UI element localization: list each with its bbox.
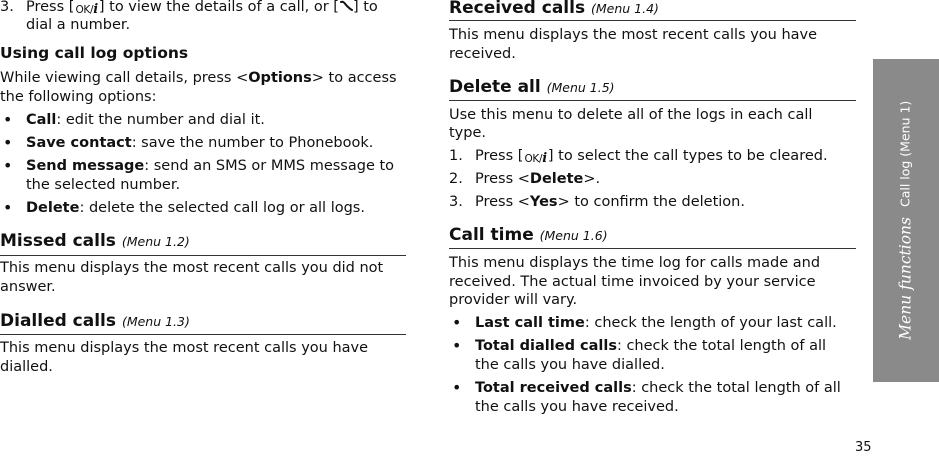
call-time-text-2: received. The actual time invoiced by your service (449, 274, 816, 290)
bullet-icon: • (3, 110, 13, 129)
missed-calls-text-1: This menu displays the most recent calls you did not (0, 260, 384, 276)
bullet-icon: • (452, 313, 462, 332)
ok-key-icon: OK/i (75, 2, 98, 17)
bullet-icon: • (3, 198, 13, 217)
missed-calls-heading: Missed calls (Menu 1.2) (0, 231, 190, 251)
chapter-tab-label (873, 59, 939, 382)
ok-key-icon: OK/i (524, 151, 547, 166)
dialled-calls-heading: Dialled calls (Menu 1.3) (0, 311, 190, 331)
section-divider (0, 255, 406, 256)
call-time-heading: Call time (Menu 1.6) (449, 225, 608, 245)
send-key-icon (339, 0, 353, 12)
delete-all-heading: Delete all (Menu 1.5) (449, 77, 615, 97)
dialled-calls-text-2: dialled. (0, 359, 53, 375)
call-time-text-3: provider will vary. (449, 292, 578, 308)
received-calls-text-1: This menu displays the most recent calls you have (449, 27, 818, 43)
dialled-calls-text-1: This menu displays the most recent calls you have (0, 340, 369, 356)
section-divider (449, 20, 856, 21)
options-heading: Using call log options (0, 44, 189, 62)
options-intro-line-1: While viewing call details, press <Options> to access (0, 70, 397, 86)
received-calls-heading: Received calls (Menu 1.4) (449, 0, 659, 18)
chapter-subtitle: Call log (Menu 1) (897, 100, 913, 208)
section-divider (449, 100, 856, 101)
call-time-text-1: This menu displays the time log for calls made and (449, 255, 821, 271)
section-divider (0, 334, 406, 335)
delete-all-text-1: Use this menu to delete all of the logs in each call (449, 107, 813, 123)
bullet-icon: • (452, 378, 462, 397)
bullet-icon: • (3, 133, 13, 152)
delete-all-text-2: type. (449, 125, 487, 141)
bullet-icon: • (3, 156, 13, 175)
received-calls-text-2: received. (449, 46, 516, 62)
page-number: 35 (855, 440, 872, 455)
missed-calls-text-2: answer. (0, 279, 56, 295)
options-intro-line-2: the following options: (0, 89, 157, 105)
bullet-icon: • (452, 336, 462, 355)
chapter-title: Menu functions (896, 217, 915, 341)
section-divider (449, 248, 856, 249)
